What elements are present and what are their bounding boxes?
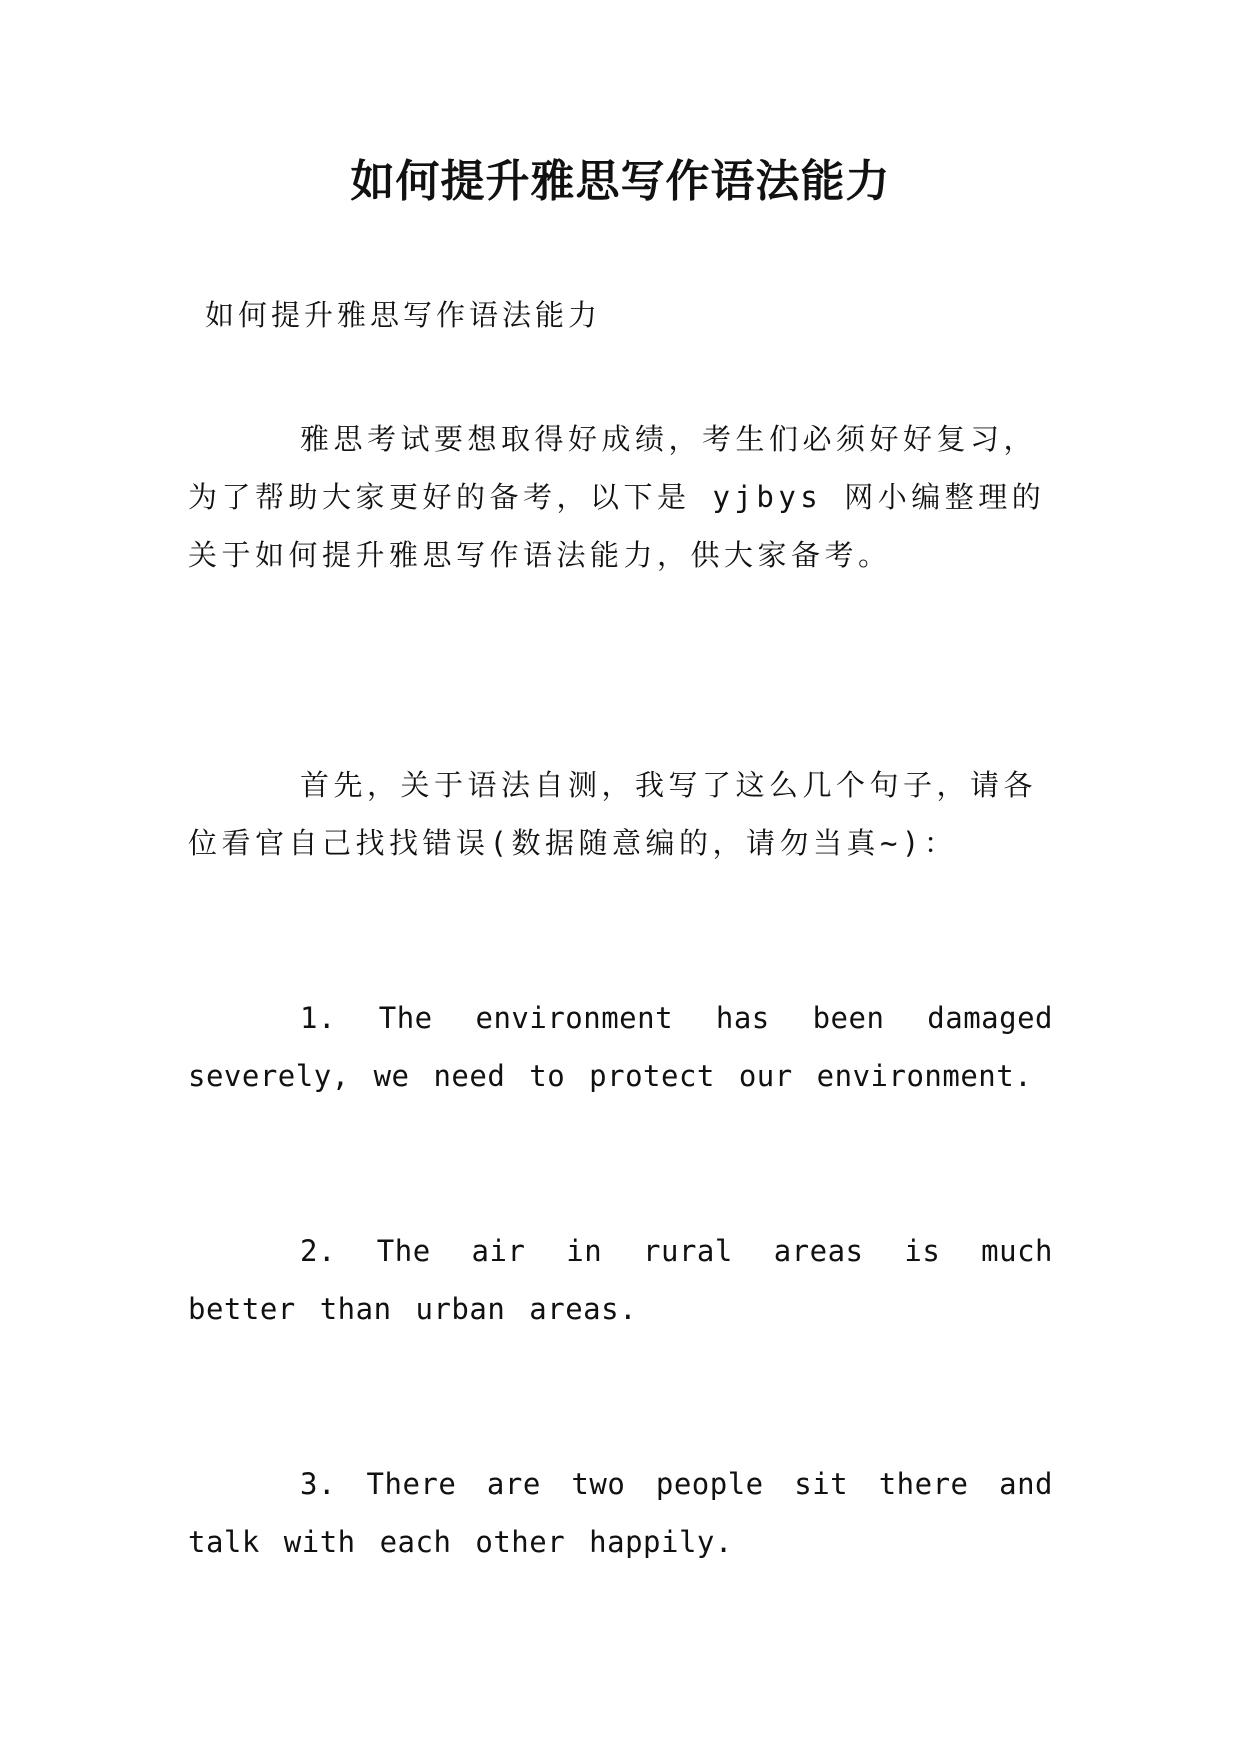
- document-title: 如何提升雅思写作语法能力: [350, 156, 891, 207]
- intro-paragraph: 雅思考试要想取得好成绩，考生们必须好好复习，为了帮助大家更好的备考，以下是 yjbys 网小编整理的关于如何提升雅思写作语法能力，供大家备考。: [188, 422, 1046, 572]
- document-subtitle: 如何提升雅思写作语法能力: [205, 298, 602, 332]
- example-sentence-2: 2. The air in rural areas is much better than urban areas.: [188, 1234, 1053, 1326]
- self-test-paragraph: 首先，关于语法自测，我写了这么几个句子，请各位看官自己找找错误(数据随意编的，请勿当真~)：: [188, 768, 1038, 860]
- example-sentence-3: 3. There are two people sit there and talk with each other happily.: [188, 1467, 1053, 1559]
- example-sentence-1: 1. The environment has been damaged severely, we need to protect our environment.: [188, 1001, 1053, 1093]
